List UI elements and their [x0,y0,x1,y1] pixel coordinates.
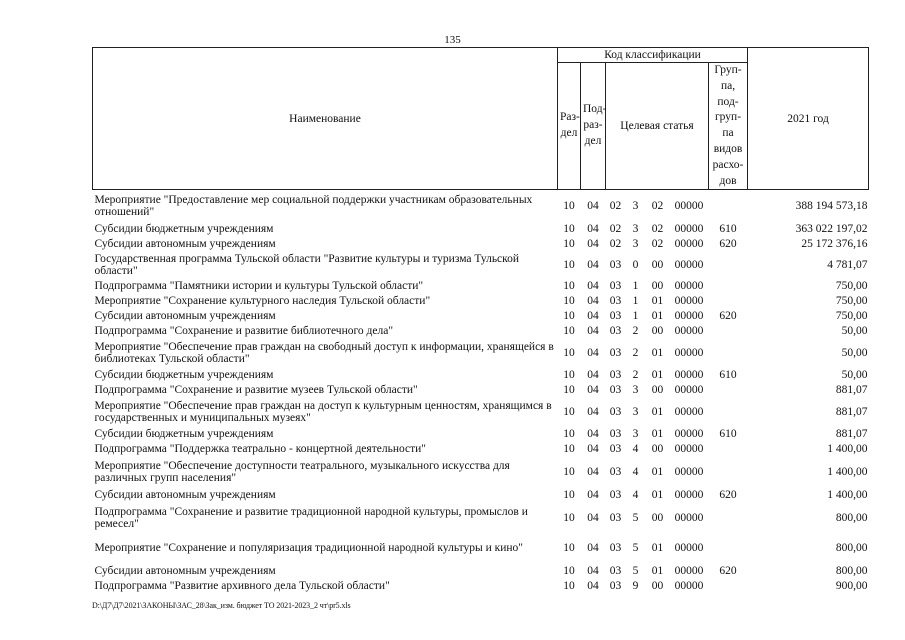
code-podrazdel: 04 [587,565,599,578]
code-target-1: 03 [609,369,622,382]
code-razdel: 10 [563,489,575,502]
code-target-3: 01 [651,489,664,502]
code-podrazdel: 04 [587,466,599,479]
amount: 881,07 [835,384,868,397]
code-podrazdel: 04 [587,310,599,323]
code-target-2: 9 [632,580,639,593]
code-target-1: 03 [609,511,622,524]
table-row [93,533,869,564]
code-razdel: 10 [563,565,575,578]
code-razdel: 10 [563,259,575,272]
table-row [93,324,869,339]
code-target-1: 02 [609,200,622,213]
code-razdel: 10 [563,200,575,213]
code-group: 620 [719,565,737,578]
code-target-3: 00 [651,280,664,293]
table-row [93,190,869,222]
code-group: 610 [719,369,737,382]
code-target-2: 2 [632,325,639,338]
row-name: Подпрограмма "Развитие архивного дела Тульской области" [94,580,390,593]
code-target-1: 03 [609,295,622,308]
code-target-4: 00000 [674,428,704,441]
code-target-2: 5 [632,542,639,555]
table-row [93,564,869,579]
code-target-3: 01 [651,466,664,479]
code-target-4: 00000 [674,511,704,524]
code-target-2: 3 [632,406,639,419]
table-row [93,442,869,457]
row-name: Субсидии бюджетным учреждениям [94,369,274,382]
code-group: 620 [719,489,737,502]
code-razdel: 10 [563,443,575,456]
row-name: Субсидии бюджетным учреждениям [94,223,274,236]
amount: 50,00 [841,369,868,382]
code-podrazdel: 04 [587,369,599,382]
code-target-1: 03 [609,542,622,555]
code-group [709,324,748,339]
code-podrazdel: 04 [587,295,599,308]
code-podrazdel: 04 [587,542,599,555]
code-target-4: 00000 [674,259,704,272]
code-target-1: 02 [609,238,622,251]
code-target-3: 00 [651,443,664,456]
code-target-4: 00000 [674,443,704,456]
code-target-3: 02 [651,238,664,251]
code-target-2: 2 [632,369,639,382]
header-code-classification: Код классификации [558,48,748,63]
code-target-3: 00 [651,580,664,593]
code-podrazdel: 04 [587,238,599,251]
code-group [709,294,748,309]
code-group [709,398,748,427]
table-row [93,383,869,398]
amount: 363 022 197,02 [795,223,868,236]
code-group [709,190,748,222]
amount: 750,00 [835,280,868,293]
code-target-2: 5 [632,511,639,524]
code-group: 620 [719,310,737,323]
code-razdel: 10 [563,280,575,293]
code-target-3: 02 [651,223,664,236]
code-podrazdel: 04 [587,325,599,338]
code-target-4: 00000 [674,542,704,555]
code-target-1: 03 [609,310,622,323]
code-group: 620 [719,238,737,251]
code-group [709,252,748,279]
row-name: Субсидии автономным учреждениям [94,310,276,323]
code-podrazdel: 04 [587,443,599,456]
code-target-3: 01 [651,428,664,441]
row-name: Мероприятие "Сохранение культурного наследия Тульской области" [94,295,431,308]
code-group [709,579,748,594]
amount: 800,00 [835,565,868,578]
code-razdel: 10 [563,406,575,419]
code-target-4: 00000 [674,347,704,360]
amount: 900,00 [835,580,868,593]
code-podrazdel: 04 [587,580,599,593]
code-podrazdel: 04 [587,384,599,397]
code-target-3: 01 [651,310,664,323]
header-target-article: Целевая статья [606,63,709,190]
code-target-3: 01 [651,565,664,578]
table-row [93,503,869,533]
code-target-1: 03 [609,443,622,456]
code-target-4: 00000 [674,466,704,479]
amount: 50,00 [841,347,868,360]
row-name: Подпрограмма "Сохранение и развитие библиотечного дела" [94,325,394,338]
code-target-1: 03 [609,347,622,360]
table-row [93,339,869,368]
code-group [709,533,748,564]
code-target-4: 00000 [674,369,704,382]
code-target-3: 01 [651,347,664,360]
table-row [93,252,869,279]
row-name: Субсидии автономным учреждениям [94,489,276,502]
code-podrazdel: 04 [587,280,599,293]
code-razdel: 10 [563,325,575,338]
amount: 4 781,07 [827,259,868,272]
row-name: Подпрограмма "Памятники истории и культуры Тульской области" [94,280,424,293]
code-target-4: 00000 [674,406,704,419]
code-razdel: 10 [563,223,575,236]
code-target-4: 00000 [674,384,704,397]
code-razdel: 10 [563,542,575,555]
code-target-1: 03 [609,466,622,479]
code-group [709,442,748,457]
code-podrazdel: 04 [587,223,599,236]
code-target-4: 00000 [674,310,704,323]
table-row [93,457,869,488]
code-target-4: 00000 [674,238,704,251]
file-path-footer: D:\Д7\Д7\2021\ЗАКОНЫ\ЗАС_28\Зак_изм. бюджет ТО 2021-2023_2 чт\pr5.xls [92,601,351,610]
code-podrazdel: 04 [587,347,599,360]
amount: 800,00 [835,511,868,524]
code-target-4: 00000 [674,200,704,213]
code-razdel: 10 [563,310,575,323]
code-target-4: 00000 [674,223,704,236]
table-row [93,579,869,594]
header-year: 2021 год [748,48,869,190]
header-razdel: Раз- дел [558,63,581,190]
code-target-1: 03 [609,280,622,293]
row-name: Подпрограмма "Сохранение и развитие музеев Тульской области" [94,384,418,397]
code-target-2: 1 [632,295,639,308]
code-target-2: 4 [632,489,639,502]
code-target-3: 00 [651,384,664,397]
code-target-2: 3 [632,223,639,236]
amount: 50,00 [841,325,868,338]
code-group [709,339,748,368]
row-name: Мероприятие "Предоставление мер социальной поддержки участникам образовательных отношений" [94,194,533,219]
table-row [93,398,869,427]
code-target-2: 1 [632,280,639,293]
code-target-3: 01 [651,369,664,382]
code-podrazdel: 04 [587,511,599,524]
code-target-2: 4 [632,466,639,479]
code-target-1: 02 [609,223,622,236]
code-target-3: 00 [651,325,664,338]
amount: 1 400,00 [827,466,868,479]
amount: 1 400,00 [827,489,868,502]
table-row [93,427,869,442]
amount: 881,07 [835,406,868,419]
amount: 388 194 573,18 [795,200,868,213]
code-target-2: 3 [632,200,639,213]
code-group: 610 [719,223,737,236]
code-target-2: 3 [632,238,639,251]
code-target-3: 02 [651,200,664,213]
code-razdel: 10 [563,511,575,524]
amount: 25 172 376,16 [801,238,868,251]
amount: 750,00 [835,295,868,308]
code-target-2: 1 [632,310,639,323]
table-row [93,309,869,324]
row-name: Подпрограмма "Сохранение и развитие традиционной народной культуры, промыслов и ремесел" [94,505,528,530]
table-row [93,368,869,383]
code-razdel: 10 [563,384,575,397]
row-name: Мероприятие "Обеспечение прав граждан на свободный доступ к информации, хранящейся в библиотеках Тульской области" [94,341,554,366]
budget-table [92,47,869,594]
code-target-1: 03 [609,428,622,441]
code-target-2: 2 [632,347,639,360]
code-target-2: 3 [632,384,639,397]
code-target-4: 00000 [674,295,704,308]
code-target-1: 03 [609,406,622,419]
code-target-1: 03 [609,384,622,397]
table-row [93,294,869,309]
code-podrazdel: 04 [587,259,599,272]
amount: 750,00 [835,310,868,323]
code-target-2: 3 [632,428,639,441]
code-target-3: 01 [651,542,664,555]
code-target-2: 5 [632,565,639,578]
code-target-4: 00000 [674,565,704,578]
amount: 881,07 [835,428,868,441]
table-row [93,237,869,252]
code-target-1: 03 [609,565,622,578]
header-group: Груп- па, под- груп- па видов расхо- дов [709,63,748,190]
row-name: Мероприятие "Сохранение и популяризация традиционной народной культуры и кино" [94,542,523,555]
row-name: Мероприятие "Обеспечение прав граждан на доступ к культурным ценностям, хранящимся в государственных и муниципальных музеях" [94,400,552,425]
code-group [709,383,748,398]
amount: 1 400,00 [827,443,868,456]
code-group [709,457,748,488]
code-razdel: 10 [563,428,575,441]
code-target-3: 00 [651,511,664,524]
row-name: Подпрограмма "Поддержка театрально - концертной деятельности" [94,443,426,456]
code-target-2: 4 [632,443,639,456]
code-target-3: 00 [651,259,664,272]
code-podrazdel: 04 [587,406,599,419]
code-group [709,503,748,533]
code-target-4: 00000 [674,280,704,293]
code-target-4: 00000 [674,489,704,502]
code-group: 610 [719,428,737,441]
row-name: Государственная программа Тульской области "Развитие культуры и туризма Тульской области" [94,253,520,278]
code-target-3: 01 [651,295,664,308]
header-podrazdel: Под- раз- дел [581,63,606,190]
code-target-1: 03 [609,325,622,338]
code-podrazdel: 04 [587,200,599,213]
code-target-4: 00000 [674,325,704,338]
row-name: Субсидии бюджетным учреждениям [94,428,274,441]
row-name: Мероприятие "Обеспечение доступности театрального, музыкального искусства для различных групп населения" [94,460,510,485]
code-target-1: 03 [609,580,622,593]
table-body [93,190,869,594]
header-name: Наименование [93,48,558,190]
code-razdel: 10 [563,238,575,251]
row-name: Субсидии автономным учреждениям [94,238,276,251]
page-number: 135 [444,34,461,46]
code-group [709,279,748,294]
code-podrazdel: 04 [587,428,599,441]
code-razdel: 10 [563,466,575,479]
code-target-1: 03 [609,489,622,502]
code-target-4: 00000 [674,580,704,593]
table-row [93,222,869,237]
table-row [93,488,869,503]
code-razdel: 10 [563,580,575,593]
row-name: Субсидии автономным учреждениям [94,565,276,578]
code-target-3: 01 [651,406,664,419]
code-target-2: 0 [632,259,639,272]
amount: 800,00 [835,542,868,555]
code-podrazdel: 04 [587,489,599,502]
table-row [93,279,869,294]
code-razdel: 10 [563,295,575,308]
code-razdel: 10 [563,369,575,382]
code-target-1: 03 [609,259,622,272]
code-razdel: 10 [563,347,575,360]
